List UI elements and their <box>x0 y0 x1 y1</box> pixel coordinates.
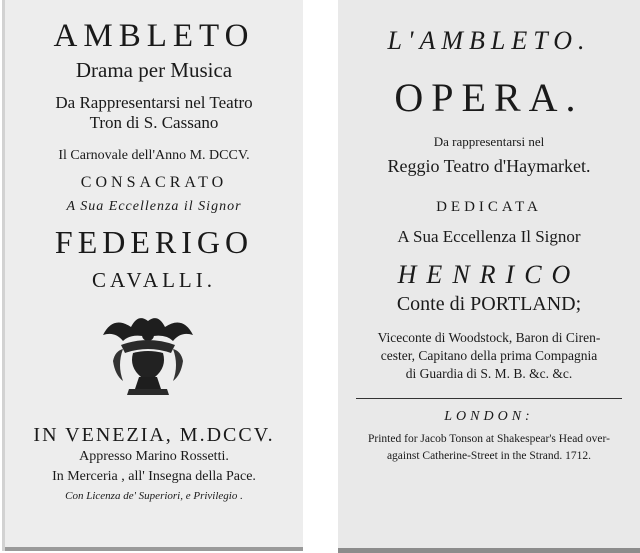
right-name: HENRICO <box>397 260 581 289</box>
right-imprint-line1: Printed for Jacob Tonson at Shakespear's Head over- <box>368 433 610 445</box>
left-dedication: CONSACRATO <box>80 174 228 191</box>
left-name-first: FEDERIGO <box>54 224 254 260</box>
left-venue-line1: Da Rappresentarsi nel Teatro <box>55 93 253 112</box>
horizontal-rule <box>356 398 622 399</box>
left-page-edge <box>5 547 303 551</box>
right-imprint-line2: against Catherine-Street in the Strand. 1712. <box>386 450 592 462</box>
right-honors-line3: di Guardia di S. M. B. &c. &c. <box>405 366 573 381</box>
left-license: Con Licenza de' Superiori, e Privilegio . <box>65 490 243 502</box>
right-page-edge <box>338 548 640 553</box>
left-addressee: A Sua Eccellenza il Signor <box>66 199 242 214</box>
left-printer: Appresso Marino Rossetti. <box>79 449 229 464</box>
right-title: L'AMBLETO. <box>387 26 591 55</box>
right-venue-line1: Da rappresentarsi nel <box>433 134 545 149</box>
left-title: AMBLETO <box>53 18 255 54</box>
left-city-year: IN VENEZIA, M.DCCV. <box>33 424 275 446</box>
right-title-line: Conte di PORTLAND; <box>396 293 582 315</box>
left-venue-line2: Tron di S. Cassano <box>89 113 219 132</box>
left-title-page <box>2 0 303 551</box>
left-season: Il Carnovale dell'Anno M. DCCV. <box>58 148 250 163</box>
right-venue-line2: Reggio Teatro d'Haymarket. <box>387 156 591 176</box>
right-honors-line2: cester, Capitano della prima Compagnia <box>380 348 598 363</box>
right-title-page <box>338 0 640 553</box>
right-honors-line1: Viceconte di Woodstock, Baron di Ciren- <box>377 330 601 345</box>
left-shop: In Merceria , all' Insegna della Pace. <box>52 469 256 484</box>
right-genre: OPERA. <box>394 75 584 120</box>
right-city: LONDON: <box>444 409 534 424</box>
left-subtitle: Drama per Musica <box>75 58 233 82</box>
left-name-last: CAVALLI. <box>92 268 216 292</box>
right-dedication: DEDICATA <box>436 199 542 215</box>
right-addressee: A Sua Eccellenza Il Signor <box>397 227 581 246</box>
floral-vase-ornament-icon <box>93 305 203 405</box>
